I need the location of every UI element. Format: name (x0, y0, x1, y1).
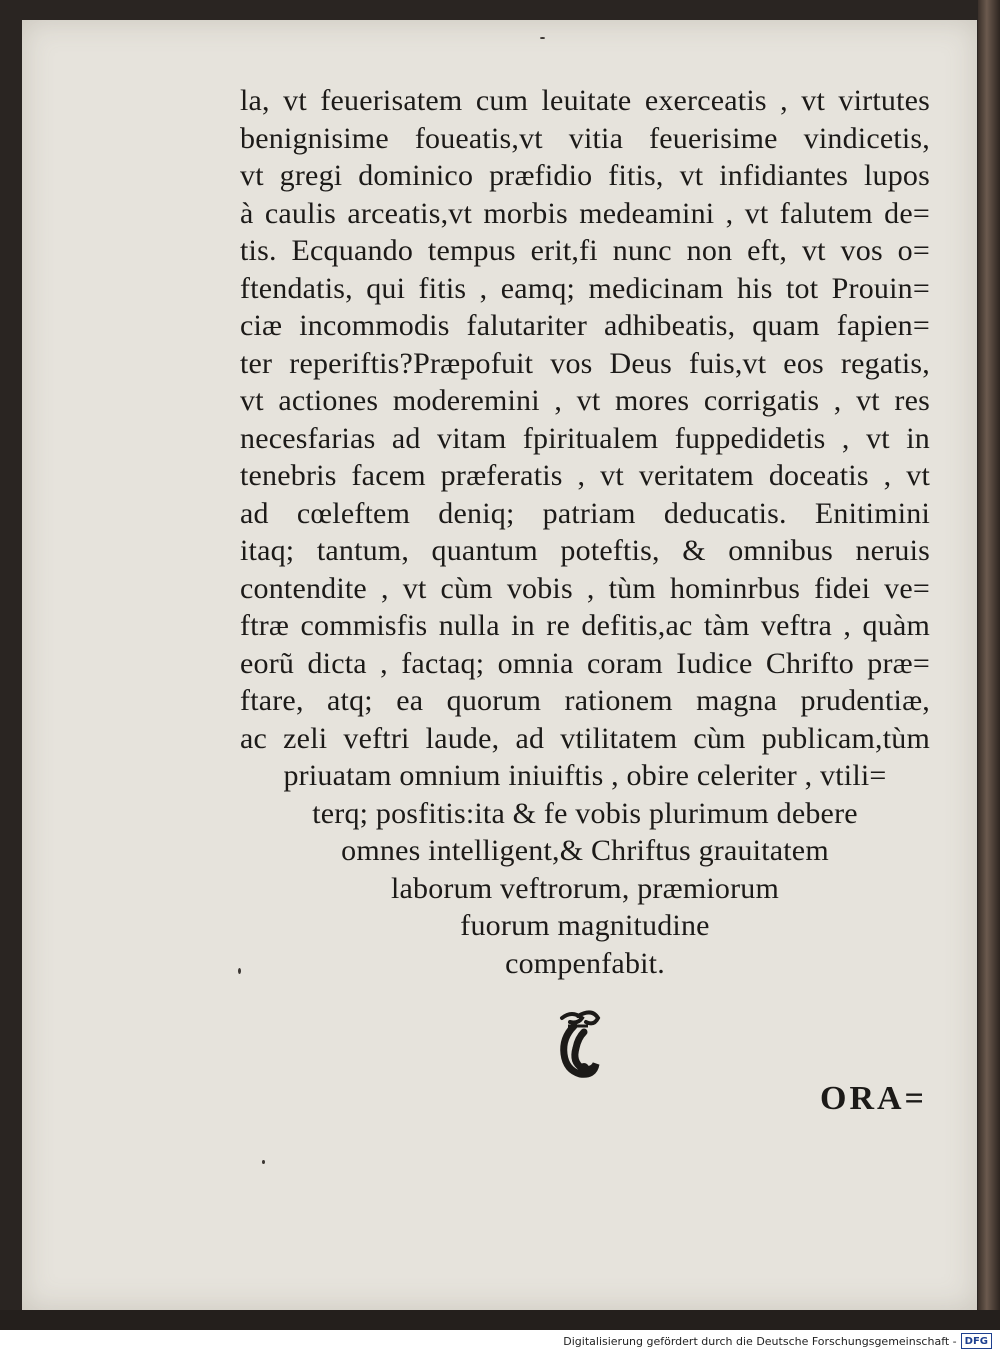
text-line: fuorum magnitudine (460, 909, 710, 942)
print-speck (540, 37, 545, 39)
text-line: la, vt feuerisatem cum leuitate exerceatis , vt virtutes (240, 84, 930, 117)
text-line: ftræ commisfis nulla in re defitis,ac tàm veftra , quàm (240, 609, 930, 642)
text-line: ftare, atq; ea quorum rationem magna prudentiæ, (240, 684, 930, 717)
text-line: omnes intelligent,& Chriftus grauitatem (341, 834, 829, 867)
text-line: terq; posfitis:ita & fe vobis plurimum debere (312, 796, 858, 830)
text-line: laborum veftrorum, præmiorum (390, 871, 780, 905)
book-edge (978, 0, 1000, 1330)
footer-credit: Digitalisierung gefördert durch die Deutsche Forschungsgemeinschaft - (563, 1334, 957, 1348)
text-line: contendite , vt cùm vobis , tùm hominrbus fidei ve= (240, 571, 930, 605)
text-line: ciæ incommodis falutariter adhibeatis, quam fapien= (240, 309, 930, 342)
text-line: compenfabit. (505, 946, 665, 980)
text-line: tenebris facem præferatis , vt veritatem doceatis , vt (240, 459, 930, 492)
text-line: itaq; tantum, quantum poteftis, & omnibus neruis (240, 534, 930, 567)
text-line: vt actiones moderemini , vt mores corrigatis , vt res (240, 384, 930, 417)
text-line: benignisime foueatis,vt vitia feuerisime vindicetis, (240, 121, 930, 155)
print-speck (238, 968, 241, 974)
text-line: ad cœleftem deniq; patriam deducatis. Enitimini (240, 496, 930, 530)
digitization-footer (563, 1332, 992, 1350)
scan-bottom-strip (0, 1310, 1000, 1330)
text-line: ftendatis, qui fitis , eamq; medicinam his tot Prouin= (240, 271, 930, 305)
text-line: à caulis arceatis,vt morbis medeamini , vt falutem de= (240, 196, 930, 230)
text-line: eorũ dicta , factaq; omnia coram Iudice Chrifto præ= (240, 646, 930, 680)
dfg-logo-icon: DFG (961, 1333, 992, 1349)
text-line: ter reperiftis?Præpofuit vos Deus fuis,vt eos regatis, (240, 346, 930, 380)
print-speck (262, 1160, 265, 1164)
fleuron-ornament-icon (548, 1008, 608, 1088)
page-text (240, 82, 930, 982)
catchword: ORA= (820, 1080, 927, 1117)
text-line: priuatam omnium iniuiftis , obire celeriter , vtili= (283, 759, 887, 792)
text-line: tis. Ecquando tempus erit,fi nunc non eft, vt vos o= (240, 234, 930, 267)
text-line: necesfarias ad vitam fpiritualem fuppedidetis , vt in (240, 421, 930, 455)
text-line: vt gregi dominico præfidio fitis, vt infidiantes lupos (240, 159, 930, 192)
text-line: ac zeli veftri laude, ad vtilitatem cùm publicam,tùm (240, 721, 930, 755)
